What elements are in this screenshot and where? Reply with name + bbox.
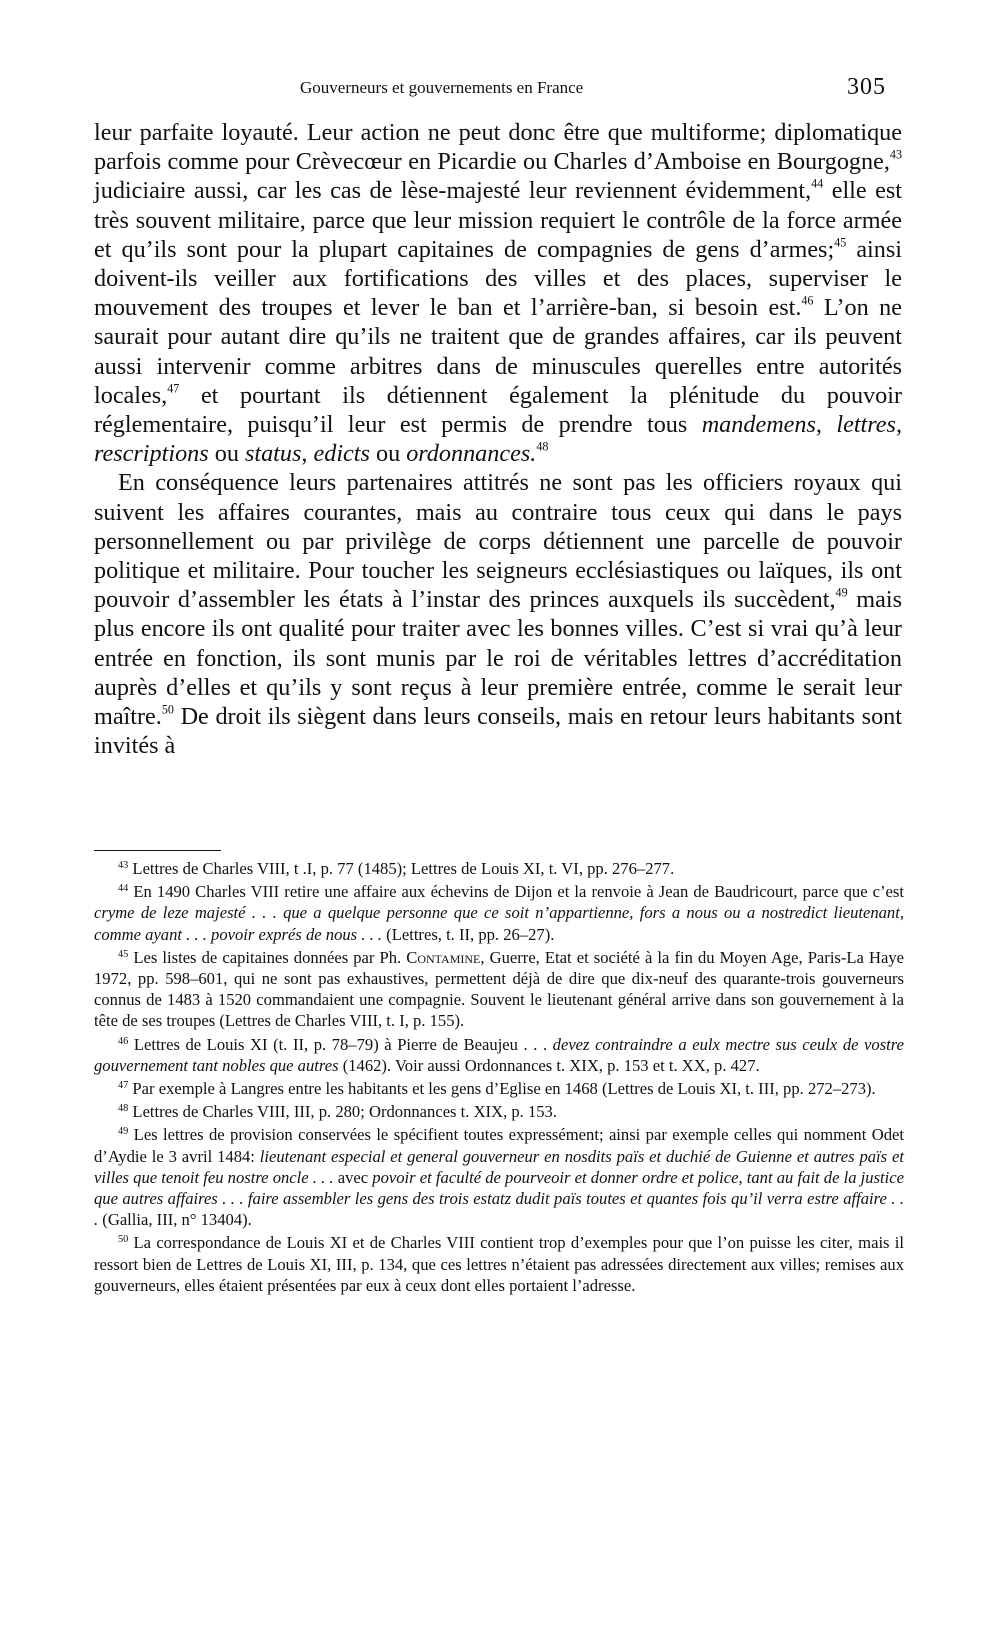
italic-text: cryme de leze majesté . . . que a quelque personne que ce soit n’appartienne, fors a nous ou a nostredict lieutenant, comme ayant . . . povoir exprés de nous . . .	[94, 903, 904, 944]
note-ref: 49	[118, 1126, 129, 1138]
footnote-45	[94, 947, 904, 1032]
italic-text: devez contraindre a eulx mectre sus ceulx de vostre gouvernement tant nobles que autres	[94, 1034, 904, 1075]
paragraph-1	[94, 118, 902, 468]
text-run: Les lettres de provision conservées le spécifient toutes expressément; ainsi par exemple celles qui nomment Odet d’Aydie le 3 avril 1484:	[94, 1125, 904, 1166]
text-run: Par exemple à Langres entre les habitants et les gens d’Eglise en 1468 (Lettres de Louis XI, t. III, pp. 272–273).	[128, 1079, 876, 1099]
note-ref: 50	[161, 702, 174, 717]
text-run: leur parfaite loyauté. Leur action ne peut donc être que multiforme; diplomatique parfois comme pour Crèvecœur en Picardie ou Charles d’Amboise en Bourgogne,	[94, 119, 902, 176]
text-run: En 1490 Charles VIII retire une affaire aux échevins de Dijon et la renvoie à Jean de Baudricourt, parce que c’est	[128, 882, 904, 902]
text-run: Lettres de Charles VIII, t .I, p. 77 (1485); Lettres de Louis XI, t. VI, pp. 276–277.	[128, 859, 675, 878]
text-run: (Lettres, t. II, pp. 26–27).	[382, 924, 555, 944]
note-ref: 50	[118, 1234, 129, 1246]
note-ref: 44	[118, 883, 129, 895]
note-ref: 49	[835, 585, 848, 600]
note-ref: 44	[811, 177, 824, 192]
footnotes	[94, 858, 904, 1298]
text-run: judiciaire aussi, car les cas de lèse-majesté leur reviennent évidemment,	[94, 177, 812, 205]
text-run: ou	[208, 440, 245, 468]
text-run: De droit ils siègent dans leurs conseils, mais en retour leurs habitants sont invités à	[94, 703, 902, 760]
text-run: Lettres de Charles VIII, III, p. 280; Ordonnances t. XIX, p. 153.	[128, 1102, 557, 1122]
note-ref: 47	[118, 1079, 129, 1091]
text-run: avec	[333, 1167, 373, 1187]
italic-text: status, edicts	[244, 440, 370, 468]
note-ref: 48	[118, 1103, 129, 1115]
footnote-47	[94, 1078, 904, 1099]
author-name: Contamine	[406, 947, 481, 967]
footnote-48	[94, 1101, 904, 1122]
footnote-46	[94, 1034, 904, 1076]
italic-text: mandemens, lettres, rescriptions	[94, 411, 902, 468]
italic-text: ordonnances.	[406, 440, 537, 468]
note-ref: 43	[118, 859, 129, 871]
note-ref: 46	[118, 1035, 129, 1047]
footnote-49	[94, 1124, 904, 1230]
text-run: Lettres de Louis XI (t. II, p. 78–79) à Pierre de Beaujeu . . .	[128, 1034, 553, 1054]
text-run: L’on ne saurait pour autant dire qu’ils ne traitent que de grandes affaires, car ils peuvent aussi intervenir comme arbitres dans de minuscules querelles entre autorités locales,	[94, 294, 903, 409]
text-run: En conséquence leurs partenaires attitrés ne sont pas les officiers royaux qui suivent les affaires courantes, mais au contraire tous ceux qui dans le pays personnellement ou par privilège de corps détiennent une parcelle de pouvoir politique et militaire. Pour toucher les seigneurs ecclésiastiques ou laïques, ils ont pouvoir d’assembler les états à l’instar des princes auxquels ils succèdent,	[94, 469, 902, 614]
text-run: elle est très souvent militaire, parce que leur mission requiert le contrôle de la force armée et qu’ils sont pour la plupart capitaines de compagnies de gens d’armes;	[94, 177, 902, 263]
text-run: La correspondance de Louis XI et de Charles VIII contient trop d’exemples pour que l’on puisse les citer, mais il ressort bien de Lettres de Louis XI, III, p. 134, que ces lettres n’étaient pas adressées directement aux villes; remises aux gouverneurs, elles étaient présentées par eux à ceux dont elles portaient l’adresse.	[94, 1233, 904, 1295]
text-run: mais plus encore ils ont qualité pour traiter avec les bonnes villes. C’est si vrai qu’à leur entrée en fonction, ils sont munis par le roi de véritables lettres d’accréditation auprès d’elles et qu’ils y sont reçus à leur première entrée, comme le serait leur maître.	[94, 586, 902, 731]
note-ref: 45	[118, 948, 129, 960]
note-ref: 43	[889, 147, 902, 162]
text-run: Les listes de capitaines données par Ph.	[128, 947, 407, 967]
footnote-43	[94, 858, 904, 879]
text-run: (1462). Voir aussi Ordonnances t. XIX, p. 153 et t. XX, p. 427.	[338, 1055, 760, 1075]
page-number: 305	[847, 74, 886, 100]
note-ref: 47	[167, 381, 180, 396]
main-text	[94, 118, 902, 760]
footnote-50	[94, 1232, 904, 1296]
running-header: Gouverneurs et gouvernements en France	[300, 78, 584, 97]
footnote-separator	[94, 850, 221, 851]
note-ref: 48	[536, 439, 549, 454]
note-ref: 45	[834, 235, 847, 250]
text-run: ainsi doivent-ils veiller aux fortifications des villes et des places, superviser le mouvement des troupes et lever le ban et l’arrière-ban, si besoin est.	[94, 235, 902, 322]
text-run: (Gallia, III, n° 13404).	[98, 1210, 252, 1230]
text-run: et pourtant ils détiennent également la plénitude du pouvoir réglementaire, puisqu’il leur est permis de prendre tous	[94, 381, 902, 439]
text-run: , Guerre, Etat et société à la fin du Moyen Age, Paris-La Haye 1972, pp. 598–601, qui ne sont pas exhaustives, permettent déjà de dire que dix-neuf des quarante-trois gouverneurs connus de 1483 à 1520 commandaient une compagnie. Souvent le lieutenant général arrive dans son gouvernement à la tête de ses troupes (Lettres de Charles VIII, t. I, p. 155).	[94, 947, 905, 1031]
text-run: ou	[369, 440, 407, 468]
note-ref: 46	[801, 293, 814, 308]
italic-text: povoir et faculté de pourveoir et donner ordre et police, tant au fait de la justice que autres affaires . . . faire assembler les gens des trois estatz dudit païs toutes et quantes fois qu’il verra estre affaire . . .	[94, 1167, 904, 1230]
footnote-44	[94, 881, 904, 945]
paragraph-2	[94, 468, 902, 760]
italic-text: lieutenant especial et general gouverneur en nosdits païs et duchié de Guienne et autres païs et villes que tenoit feu nostre oncle . . .	[94, 1146, 904, 1187]
